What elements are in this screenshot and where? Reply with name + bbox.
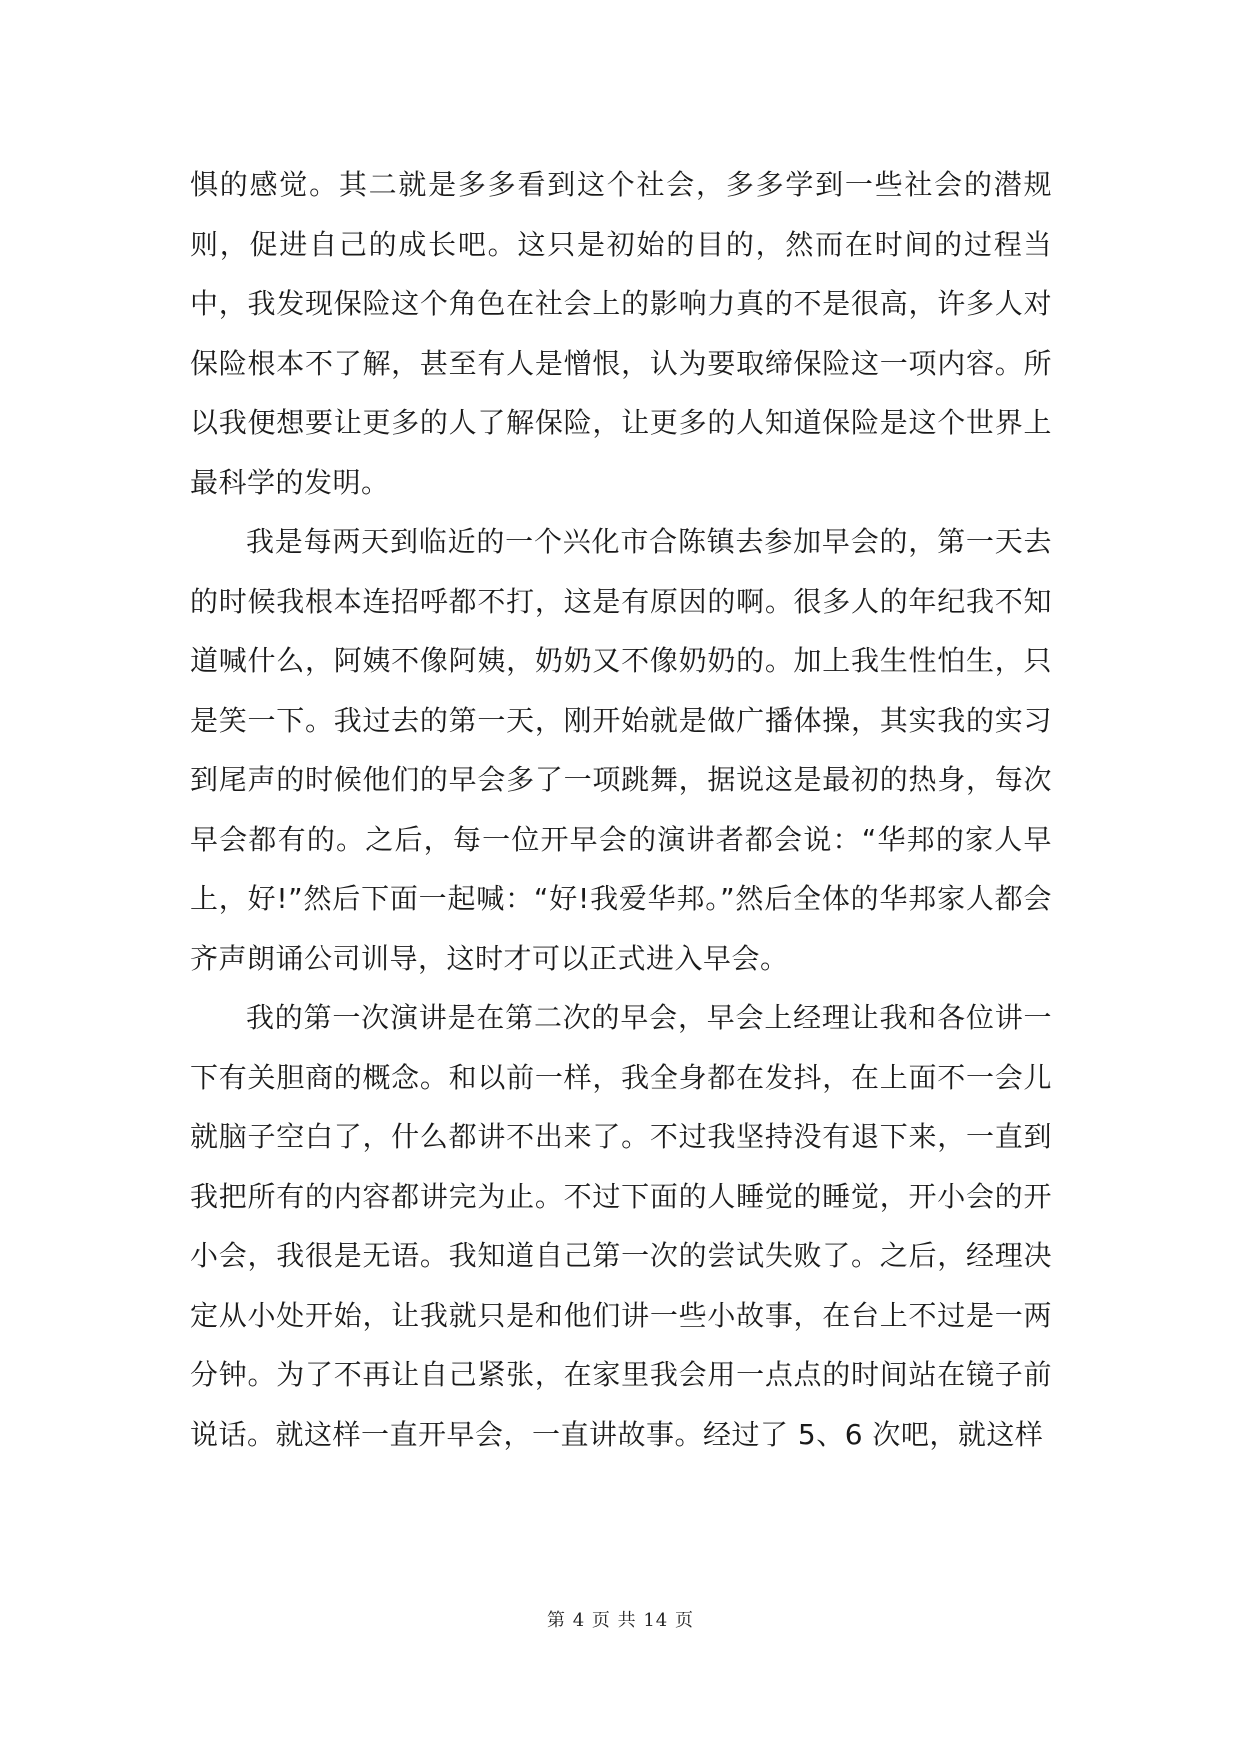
paragraph-3: 我的第一次演讲是在第二次的早会，早会上经理让我和各位讲一下有关胆商的概念。和以前一样，我全身都在发抖，在上面不一会儿就脑子空白了，什么都讲不出来了。不过我坚持没有退下来，一直到我把所有的内容都讲完为止。不过下面的人睡觉的睡觉，开小会的开小会，我很是无语。我知道自己第一次的尝试失败了。之后，经理决定从小处开始，让我就只是和他们讲一些小故事，在台上不过是一两分钟。为了不再让自己紧张，在家里我会用一点点的时间站在镜子前说话。就这样一直开早会，一直讲故事。经过了 5、6 次吧，就这样 xyxy=(190,1001,1052,1451)
paragraph-1: 惧的感觉。其二就是多多看到这个社会，多多学到一些社会的潜规则，促进自己的成长吧。这只是初始的目的，然而在时间的过程当中，我发现保险这个角色在社会上的影响力真的不是很高，许多人对保险根本不了解，甚至有人是憎恨，认为要取缔保险这一项内容。所以我便想要让更多的人了解保险，让更多的人知道保险是这个世界上最科学的发明。 xyxy=(190,168,1052,499)
body-text xyxy=(190,155,1052,1464)
paragraph-2: 我是每两天到临近的一个兴化市合陈镇去参加早会的，第一天去的时候我根本连招呼都不打，这是有原因的啊。很多人的年纪我不知道喊什么，阿姨不像阿姨，奶奶又不像奶奶的。加上我生性怕生，只是笑一下。我过去的第一天，刚开始就是做广播体操，其实我的实习到尾声的时候他们的早会多了一项跳舞，据说这是最初的热身，每次早会都有的。之后，每一位开早会的演讲者都会说：“华邦的家人早上，好!”然后下面一起喊：“好!我爱华邦。”然后全体的华邦家人都会齐声朗诵公司训导，这时才可以正式进入早会。 xyxy=(190,525,1052,975)
page-number-footer: 第 4 页 共 14 页 xyxy=(547,1610,694,1631)
